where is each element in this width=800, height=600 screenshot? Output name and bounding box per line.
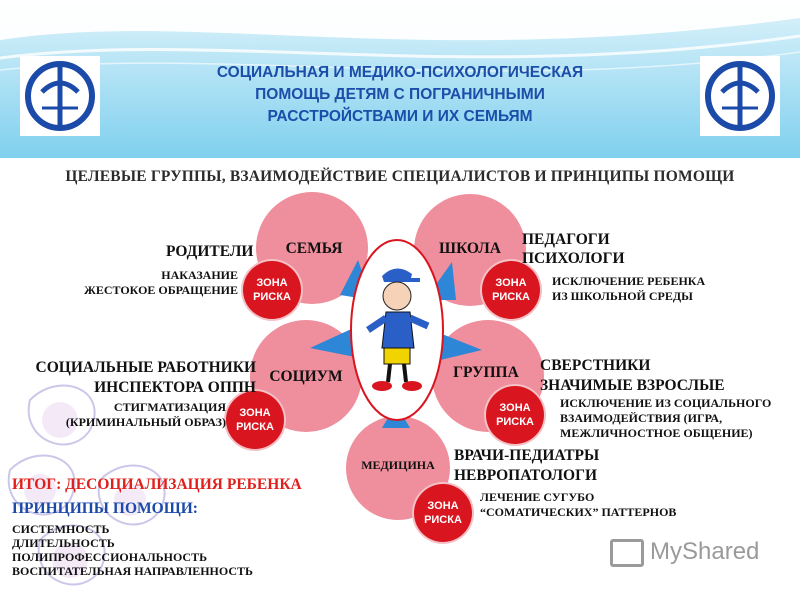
title-line: РАССТРОЙСТВАМИ И ИХ СЕМЬЯМ	[267, 108, 533, 125]
label-line: (КРИМИНАЛЬНЫЙ ОБРАЗ)	[65, 415, 226, 429]
title-line: СОЦИАЛЬНАЯ И МЕДИКО-ПСИХОЛОГИЧЕСКАЯ	[216, 64, 584, 81]
principle-item: ВОСПИТАТЕЛЬНАЯ НАПРАВЛЕННОСТЬ	[12, 564, 253, 578]
label-doctors-risk	[480, 490, 676, 520]
label-doctors	[454, 446, 599, 486]
petal-label-school: ШКОЛА	[439, 240, 501, 257]
label-line: ИЗ ШКОЛЬНОЙ СРЕДЫ	[552, 289, 693, 303]
presentation-icon	[610, 539, 644, 567]
label-line: ВРАЧИ-ПЕДИАТРЫ	[454, 447, 600, 464]
risk-text: РИСКА	[236, 421, 274, 433]
label-line: МЕЖЛИЧНОСТНОЕ ОБЩЕНИЕ)	[560, 426, 753, 440]
label-social	[6, 358, 256, 398]
petal-label-family: СЕМЬЯ	[285, 240, 343, 257]
principles-title: ПРИНЦИПЫ ПОМОЩИ:	[12, 500, 198, 517]
label-social-risk	[40, 400, 226, 430]
label-line: ЛЕЧЕНИЕ СУГУБО	[480, 490, 595, 504]
risk-zone-group	[486, 386, 544, 444]
risk-text: РИСКА	[496, 416, 534, 428]
risk-text: ЗОНА	[427, 500, 459, 512]
risk-text: ЗОНА	[239, 407, 271, 419]
risk-zone-family	[243, 261, 301, 319]
label-line: ПЕДАГОГИ	[522, 231, 610, 248]
label-line: ИСКЛЮЧЕНИЕ РЕБЕНКА	[552, 274, 706, 288]
petal-label-group: ГРУППА	[453, 364, 519, 381]
risk-text: РИСКА	[424, 514, 462, 526]
label-line: ИСКЛЮЧЕНИЕ ИЗ СОЦИАЛЬНОГО	[560, 396, 772, 410]
risk-zone-society	[226, 391, 284, 449]
label-parents-risk	[40, 268, 238, 298]
risk-text: РИСКА	[253, 291, 291, 303]
result-text: ИТОГ: ДЕСОЦИАЛИЗАЦИЯ РЕБЕНКА	[12, 476, 302, 493]
label-line: ЖЕСТОКОЕ ОБРАЩЕНИЕ	[83, 283, 238, 297]
label-line: СТИГМАТИЗАЦИЯ	[113, 400, 226, 414]
principle-item: ДЛИТЕЛЬНОСТЬ	[12, 536, 115, 550]
risk-text: ЗОНА	[256, 277, 288, 289]
watermark	[610, 538, 759, 567]
petal-label-society: СОЦИУМ	[269, 368, 343, 385]
label-line: ЗНАЧИМЫЕ ВЗРОСЛЫЕ	[540, 377, 725, 394]
label-line: ИНСПЕКТОРА ОППН	[94, 379, 256, 396]
risk-zone-school	[482, 261, 540, 319]
label-peers	[540, 356, 725, 396]
label-line: НАКАЗАНИЕ	[161, 268, 238, 282]
label-teachers	[522, 230, 625, 268]
label-line: “СОМАТИЧЕСКИХ” ПАТТЕРНОВ	[480, 505, 677, 519]
petal-label-medicine: МЕДИЦИНА	[361, 458, 435, 472]
title-line: ПОМОЩЬ ДЕТЯМ С ПОГРАНИЧНЫМИ	[255, 86, 545, 103]
risk-text: ЗОНА	[499, 402, 531, 414]
label-parents: РОДИТЕЛИ	[166, 243, 254, 260]
diagram-subtitle: ЦЕЛЕВЫЕ ГРУППЫ, ВЗАИМОДЕЙСТВИЕ СПЕЦИАЛИСТОВ И ПРИНЦИПЫ ПОМОЩИ	[65, 168, 735, 185]
label-line: НЕВРОПАТОЛОГИ	[454, 467, 597, 484]
principle-item: СИСТЕМНОСТЬ	[12, 522, 110, 536]
label-line: СВЕРСТНИКИ	[540, 357, 651, 374]
label-line: ПСИХОЛОГИ	[522, 250, 625, 267]
principles-list	[12, 522, 253, 578]
watermark-text: MyShared	[650, 538, 760, 565]
risk-zone-medicine	[414, 484, 472, 542]
label-line: СОЦИАЛЬНЫЕ РАБОТНИКИ	[35, 359, 256, 376]
label-peers-risk	[560, 396, 771, 441]
risk-text: ЗОНА	[495, 277, 527, 289]
label-teachers-risk	[552, 274, 705, 304]
risk-text: РИСКА	[492, 291, 530, 303]
principle-item: ПОЛИПРОФЕССИОНАЛЬНОСТЬ	[12, 550, 208, 564]
label-line: ВЗАИМОДЕЙСТВИЯ (ИГРА,	[560, 411, 723, 425]
